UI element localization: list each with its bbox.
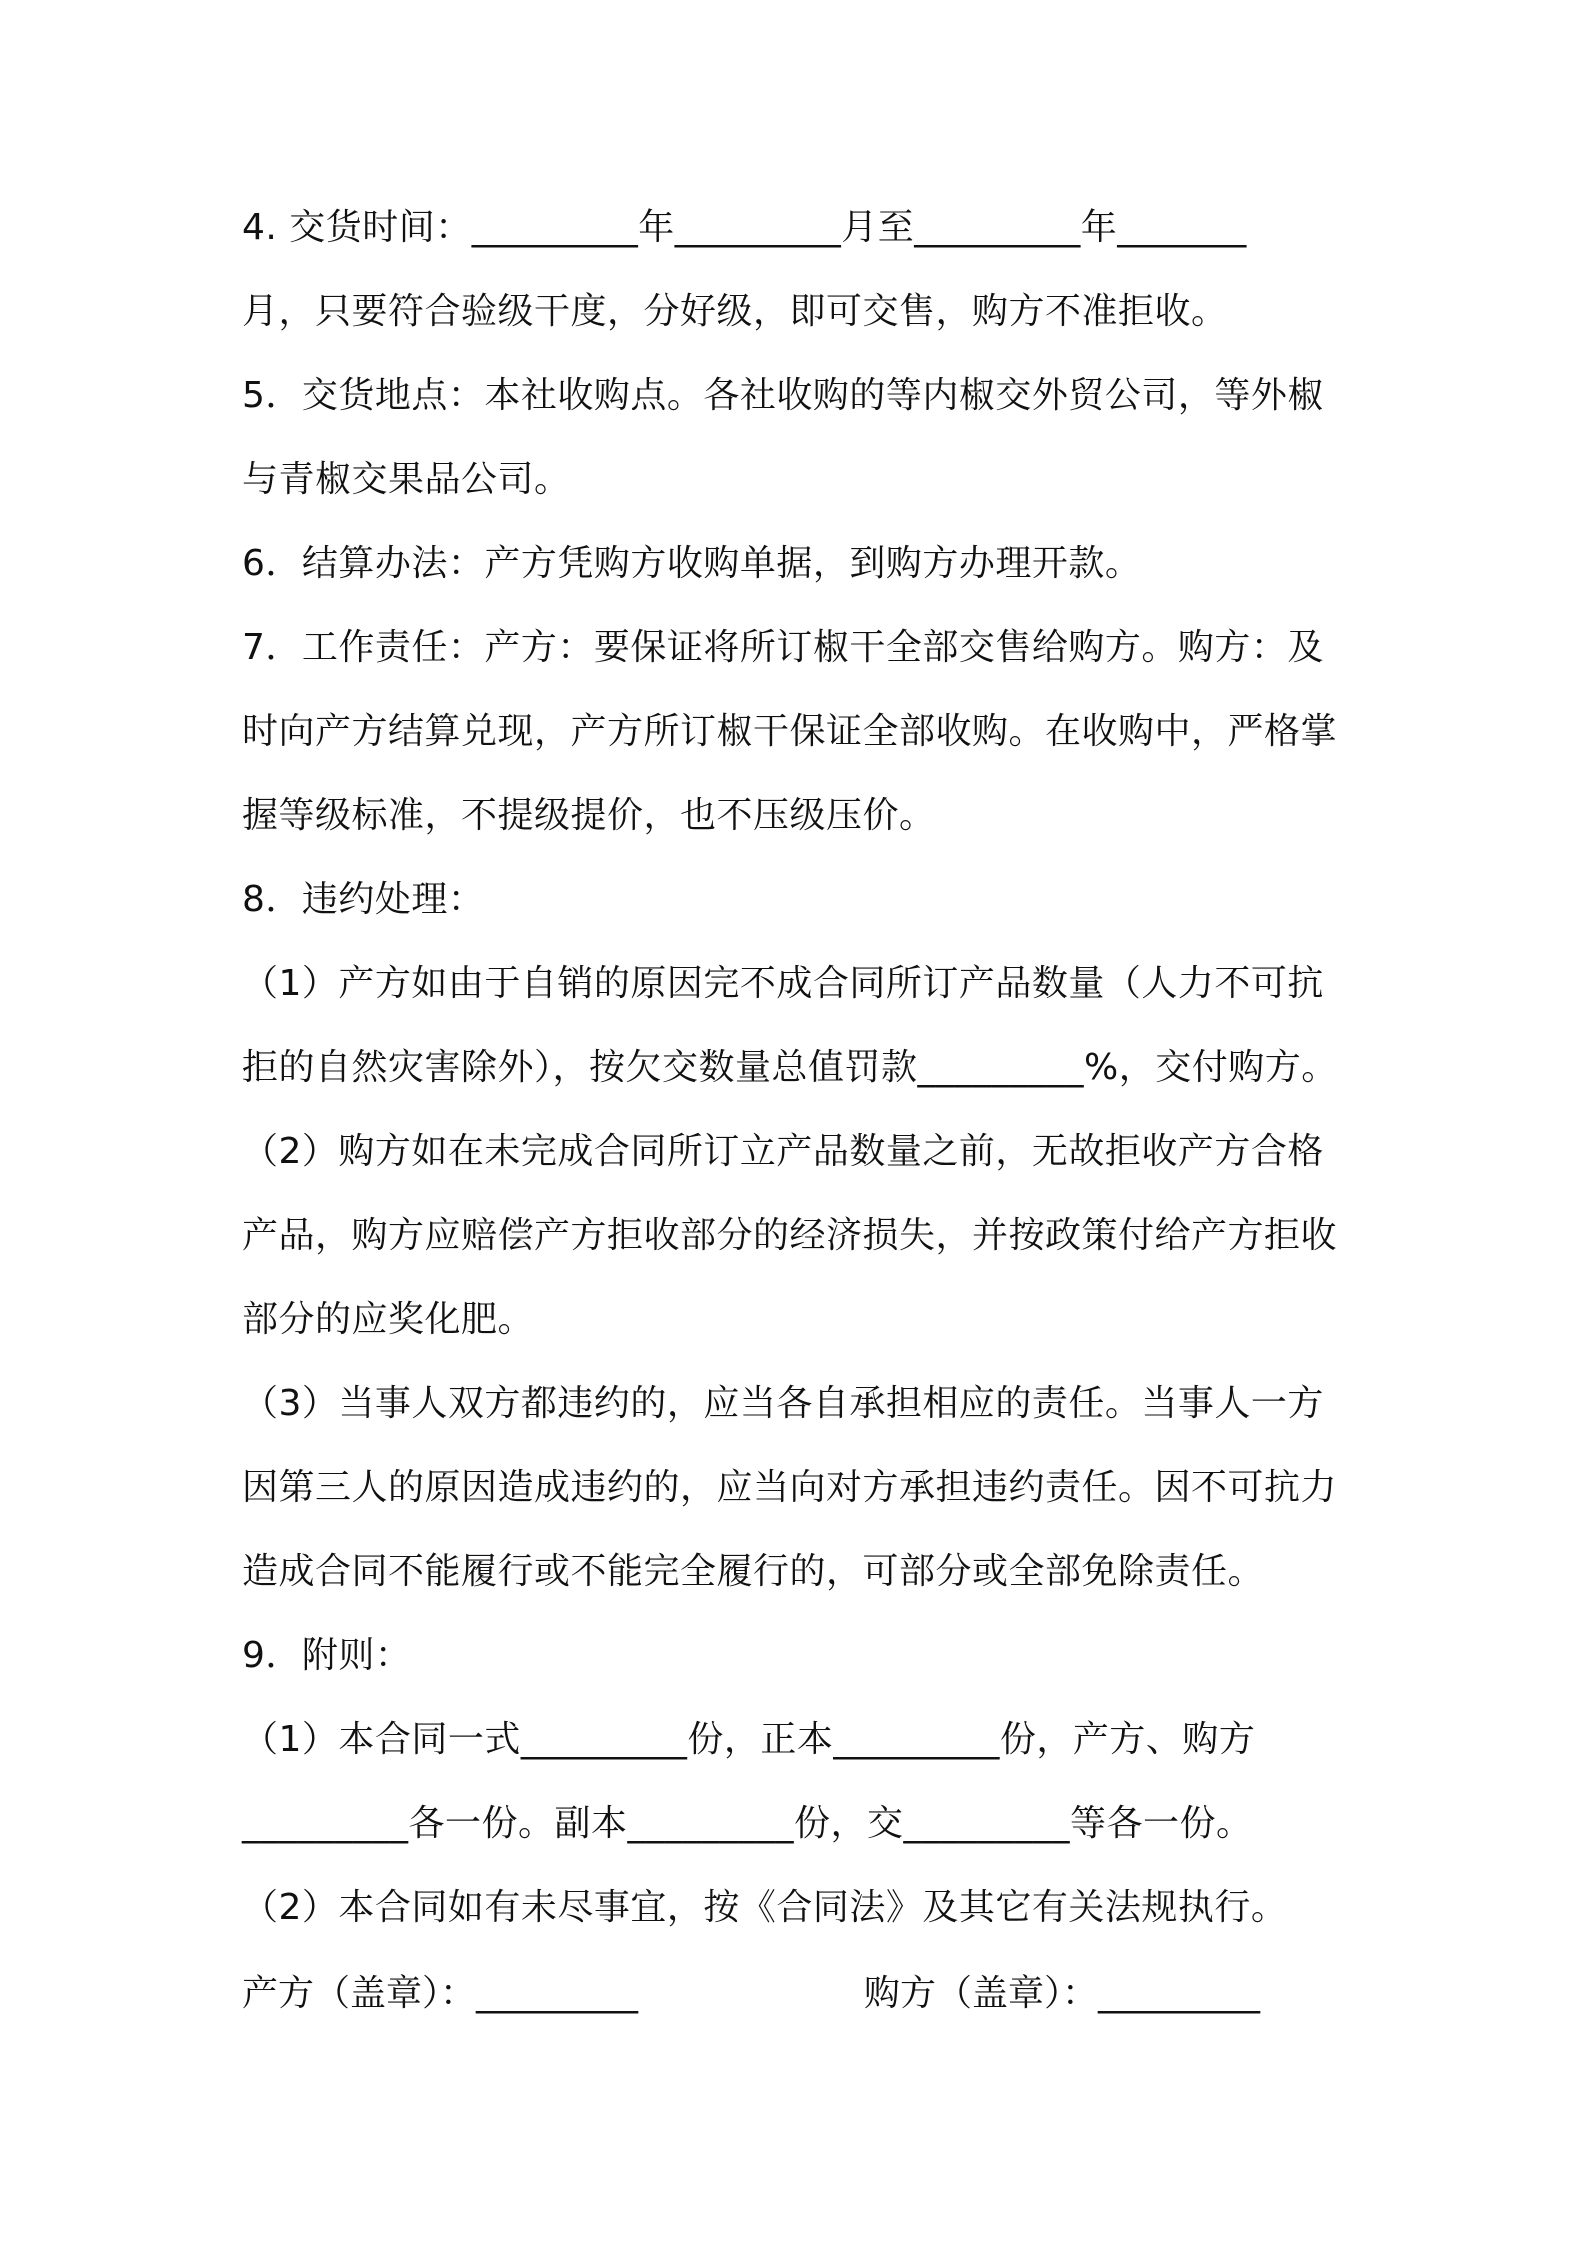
clause-8-item-2-continued-2: 部分的应奖化肥。 [242, 1299, 535, 1340]
buyer-signature-line: 购方（盖章）：_________ [864, 1973, 1261, 2014]
clause-8-item-2: （2）购方如在未完成合同所订立产品数量之前，无故拒收产方合格 [242, 1131, 1324, 1172]
clause-6-settlement: 6．结算办法：产方凭购方收购单据，到购方办理开款。 [242, 543, 1142, 584]
clause-9-item-1-continued: _________各一份。副本_________份，交_________等各一份。 [242, 1803, 1253, 1844]
clause-9-item-1: （1）本合同一式_________份，正本_________份，产方、购方 [242, 1719, 1256, 1760]
clause-8-item-1-continued: 拒的自然灾害除外），按欠交数量总值罚款_________%，交付购方。 [242, 1047, 1338, 1088]
clause-8-breach-heading: 8．违约处理： [242, 879, 485, 920]
clause-4-continued: 月，只要符合验级干度，分好级，即可交售，购方不准拒收。 [242, 291, 1228, 332]
clause-8-item-2-continued-1: 产品，购方应赔偿产方拒收部分的经济损失，并按政策付给产方拒收 [242, 1215, 1338, 1256]
clause-5-continued: 与青椒交果品公司。 [242, 459, 571, 500]
clause-8-item-1: （1）产方如由于自销的原因完不成合同所订产品数量（人力不可抗 [242, 963, 1324, 1004]
clause-8-item-3-continued-1: 因第三人的原因造成违约的，应当向对方承担违约责任。因不可抗力 [242, 1467, 1338, 1508]
clause-8-item-3: （3）当事人双方都违约的，应当各自承担相应的责任。当事人一方 [242, 1383, 1324, 1424]
clause-8-item-3-continued-2: 造成合同不能履行或不能完全履行的，可部分或全部免除责任。 [242, 1551, 1265, 1592]
clause-7-continued-1: 时向产方结算兑现，产方所订椒干保证全部收购。在收购中，严格掌 [242, 711, 1338, 752]
clause-9-supplementary-heading: 9．附则： [242, 1635, 412, 1676]
clause-7-continued-2: 握等级标准，不提级提价，也不压级压价。 [242, 795, 936, 836]
clause-7-responsibility: 7．工作责任：产方：要保证将所订椒干全部交售给购方。购方：及 [242, 627, 1324, 668]
clause-9-item-2: （2）本合同如有未尽事宜，按《合同法》及其它有关法规执行。 [242, 1887, 1288, 1928]
clause-5-delivery-place: 5．交货地点：本社收购点。各社收购的等内椒交外贸公司，等外椒 [242, 375, 1324, 416]
clause-4-delivery-time: 4. 交货时间：_________年_________月至_________年_______ [242, 207, 1247, 248]
producer-signature-line: 产方（盖章）：_________ [242, 1973, 639, 2014]
